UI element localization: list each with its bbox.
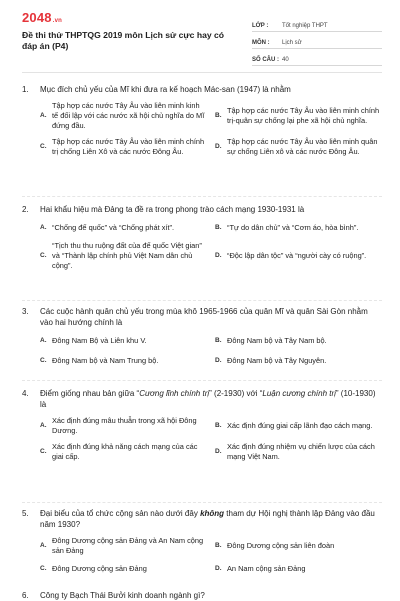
option-a[interactable]: A. Đông Dương cộng sản Đảng và An Nam cộng sản Đảng: [40, 536, 204, 555]
option-c[interactable]: C. Tập hợp các nước Tây Âu vào liên minh chính trị chống Liên Xô và các nước Đông Âu.: [40, 137, 205, 156]
question-6: [22, 590, 382, 601]
question-stem: Điểm giống nhau bản giữa “Cương lĩnh chính trị” (2-1930) với “Luận cương chính trị” (10-1930) là: [40, 389, 376, 409]
question-stem: Hai khẩu hiệu mà Đảng ta đề ra trong phong trào cách mạng 1930-1931 là: [40, 205, 305, 214]
option-c[interactable]: C. “Tịch thu thu ruộng đất của đế quốc Việt gian” và “Thành lập chính phủ Việt Nam dân chủ cộng”.: [40, 241, 202, 270]
option-a[interactable]: A. Xác định đúng mâu thuẫn trong xã hội Đông Dương.: [40, 416, 197, 435]
question-number: 3.: [22, 307, 29, 316]
page-header: [0, 0, 400, 70]
option-a[interactable]: A. Tập hợp các nước Tây Âu vào liên minh kinh tế đối lập với các nước xã hội chủ nghĩa do Mĩ đứng đầu.: [40, 101, 205, 130]
exam-meta: [252, 15, 382, 66]
question-stem: Công ty Bạch Thái Bưởi kinh doanh ngành gì?: [40, 591, 205, 600]
option-d[interactable]: D. Xác định đúng nhiệm vụ chiến lược của cách mạng Việt Nam.: [215, 442, 375, 461]
option-d[interactable]: D. Đông Nam bộ và Tây Nguyên.: [215, 356, 327, 365]
option-a[interactable]: A. “Chống đế quốc” và “Chống phát xít”.: [40, 223, 175, 232]
meta-row-class: LỚP : Tốt nghiệp THPT: [252, 15, 382, 32]
question-number: 2.: [22, 205, 29, 214]
meta-row-count: SỐ CÂU : 40: [252, 49, 382, 66]
option-c[interactable]: C. Đông Nam bộ và Nam Trung bộ.: [40, 356, 159, 365]
option-d[interactable]: D. An Nam cộng sản Đảng: [215, 564, 306, 573]
header-divider: [22, 72, 382, 73]
question-divider: [22, 196, 382, 197]
question-divider: [22, 502, 382, 503]
question-stem: Đại biểu của tổ chức cộng sản nào dưới đây không tham dự Hội nghị thành lập Đảng vào đầu năm 1930?: [40, 509, 375, 529]
question-3: [22, 306, 382, 374]
site-logo[interactable]: 2048.vn: [22, 10, 63, 25]
question-divider: [22, 380, 382, 381]
option-a[interactable]: A. Đông Nam Bộ và Liên khu V.: [40, 336, 147, 345]
option-d[interactable]: D. Tập hợp các nước Tây Âu vào liên minh quân sự chống Liên xô và các nước Đông Âu.: [215, 137, 378, 156]
exam-title: Đề thi thử THPTQG 2019 môn Lịch sử cực hay có đáp án (P4): [22, 30, 225, 51]
question-number: 5.: [22, 509, 29, 518]
question-1: [22, 84, 382, 163]
option-c[interactable]: C. Xác định đúng khả năng cách mạng của các giai cấp.: [40, 442, 198, 461]
option-b[interactable]: B. Đông Nam bộ và Tây Nam bộ.: [215, 336, 327, 345]
option-d[interactable]: D. “Độc lập dân tộc” và “người cày có ruộng”.: [215, 251, 367, 260]
question-stem: Mục đích chủ yếu của Mĩ khi đưa ra kế hoạch Mác-san (1947) là nhằm: [40, 85, 291, 94]
question-number: 1.: [22, 85, 29, 94]
question-4: [22, 388, 382, 468]
option-b[interactable]: B. Đông Dương cộng sản liên đoàn: [215, 541, 335, 550]
question-number: 6.: [22, 591, 29, 600]
question-2: [22, 204, 382, 277]
meta-row-subject: MÔN : Lịch sử: [252, 32, 382, 49]
question-number: 4.: [22, 389, 29, 398]
option-b[interactable]: B. Xác định đúng giai cấp lãnh đạo cách mạng.: [215, 421, 373, 430]
option-b[interactable]: B. Tập hợp các nước Tây Âu vào liên minh chính trị-quân sự chống lại phe xã hội chủ nghĩa.: [215, 106, 380, 125]
option-c[interactable]: C. Đông Dương cộng sản Đảng: [40, 564, 147, 573]
question-divider: [22, 300, 382, 301]
question-5: [22, 508, 382, 582]
question-stem: Các cuộc hành quân chủ yếu trong mùa khô 1965-1966 của quân Mĩ và quân Sài Gòn nhằm vào hai hướng chính là: [40, 307, 368, 327]
option-b[interactable]: B. “Tự do dân chủ” và “Cơm áo, hòa bình”.: [215, 223, 359, 232]
